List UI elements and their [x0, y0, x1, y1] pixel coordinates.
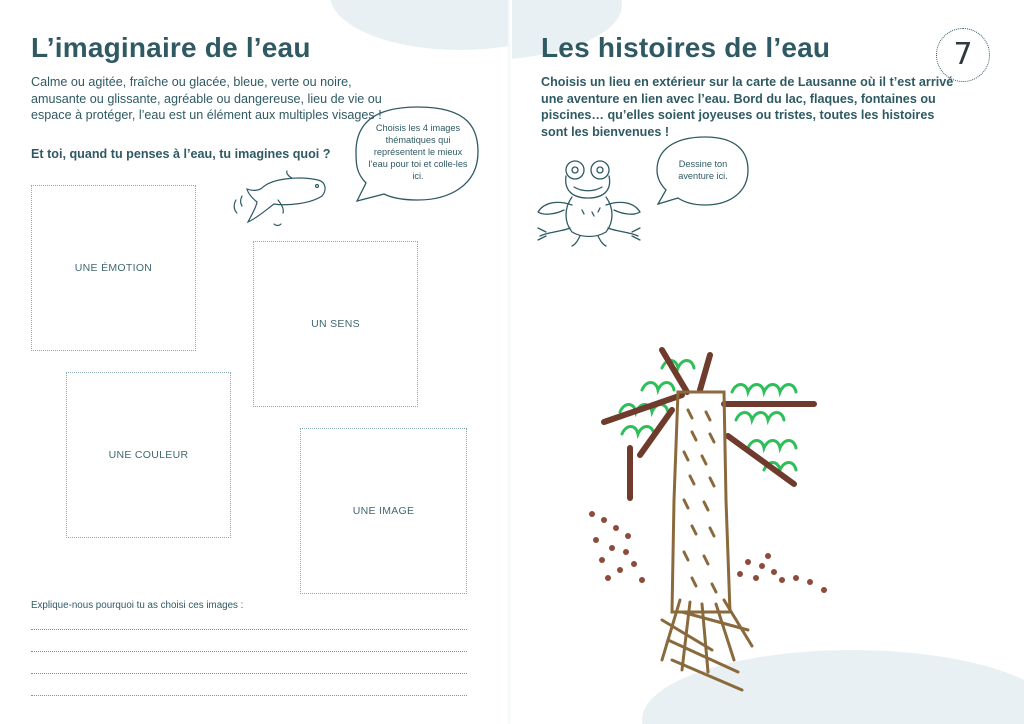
- box-couleur-label: UNE COULEUR: [108, 449, 189, 461]
- left-illustrations: [0, 0, 510, 724]
- answer-line[interactable]: [31, 629, 467, 630]
- right-illustrations: [512, 0, 1024, 724]
- trunk-texture: [684, 410, 716, 592]
- left-page-title: L’imaginaire de l’eau: [31, 32, 311, 63]
- right-page-title: Les histoires de l’eau: [541, 32, 831, 63]
- right-bubble-text: Dessine ton aventure ici.: [678, 159, 728, 181]
- left-bubble-text: Choisis les 4 images thématiques qui représentent le mieux l’eau pour toi et colle-les ici.: [368, 123, 468, 181]
- page-number-stamp: 7: [936, 28, 990, 82]
- box-emotion-label: UNE ÉMOTION: [74, 262, 153, 274]
- answer-line[interactable]: [31, 695, 467, 696]
- tree-drawing: [589, 350, 827, 690]
- box-sens-label: UN SENS: [311, 318, 360, 330]
- tree-trunk: [672, 392, 730, 612]
- fish-icon: [234, 171, 325, 226]
- left-page: [0, 0, 510, 724]
- explain-label: Explique-nous pourquoi tu as choisi ces images :: [31, 600, 244, 611]
- answer-line[interactable]: [31, 673, 467, 674]
- tree-branches: [604, 350, 814, 498]
- box-image-label: UNE IMAGE: [352, 505, 415, 517]
- right-intro-text: Choisis un lieu en extérieur sur la carte de Lausanne où il t’est arrivé une aventure en lien avec l’eau. Bord du lac, flaques, fontaines ou piscines… qu’elles soient joyeuses ou tristes, toutes les histoires sont les bienvenues !: [541, 75, 954, 139]
- mud-dots: [589, 511, 827, 593]
- answer-line[interactable]: [31, 651, 467, 652]
- frog-icon: [538, 161, 640, 246]
- left-intro-text: Calme ou agitée, fraîche ou glacée, bleue, verte ou noire, amusante ou glissante, agréable ou dangereuse, lieu de vie ou espace à protéger, l’eau est un élément aux multiples visages !: [31, 75, 382, 122]
- right-page: [512, 0, 1024, 724]
- left-question-text: Et toi, quand tu penses à l’eau, tu imagines quoi ?: [31, 147, 331, 161]
